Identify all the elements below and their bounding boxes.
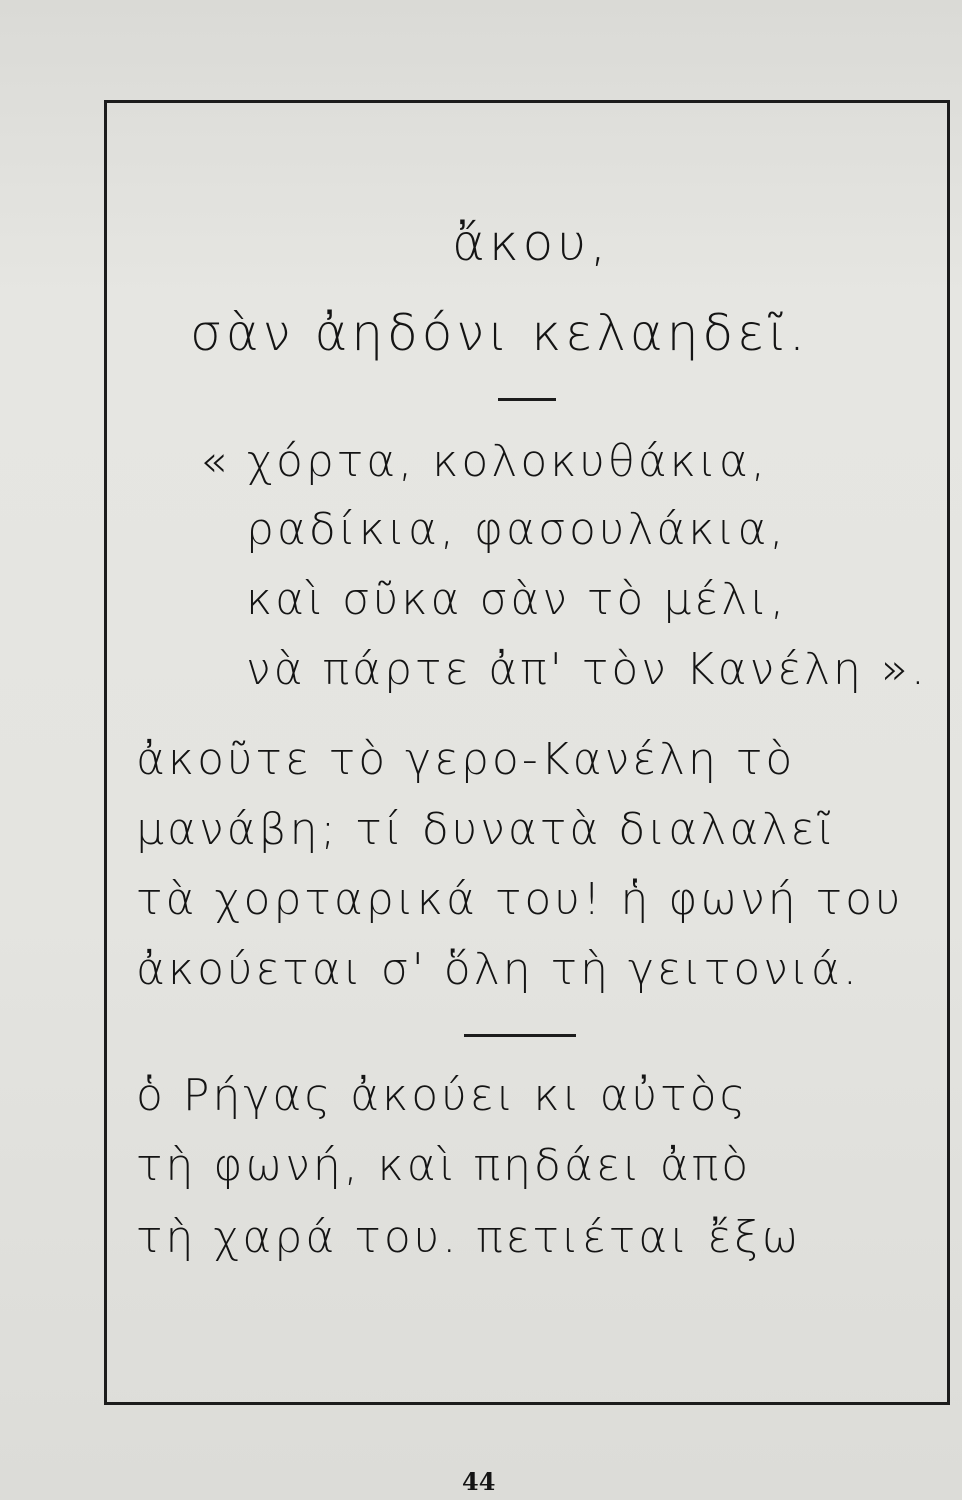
quote-line-2: ραδίκια, φασουλάκια, [246, 504, 787, 555]
paragraph-2-line-1: ὁ Ρήγας ἀκούει κι αὐτὸς [136, 1070, 749, 1121]
page-number: 44 [462, 1467, 496, 1496]
paragraph-1-line-1: ἀκοῦτε τὸ γερο-Κανέλη τὸ [136, 734, 796, 785]
separator-rule-1 [498, 398, 556, 401]
quote-line-4: νὰ πάρτε ἀπ' τὸν Κανέλη ». [246, 644, 928, 695]
separator-rule-2 [464, 1034, 576, 1037]
paragraph-1-line-2: μανάβη; τί δυνατὰ διαλαλεῖ [136, 804, 836, 855]
quote-line-3: καὶ σῦκα σὰν τὸ μέλι, [246, 574, 788, 625]
paragraph-2-line-2: τὴ φωνή, καὶ πηδάει ἀπὸ [136, 1140, 752, 1191]
quote-line-1: « χόρτα, κολοκυθάκια, [200, 436, 768, 487]
paragraph-1-line-3: τὰ χορταρικά του! ἡ φωνή του [136, 874, 904, 925]
paragraph-1-line-4: ἀκούεται σ' ὅλη τὴ γειτονιά. [136, 944, 860, 995]
heading-line-2: σὰν ἀηδόνι κελαηδεῖ. [190, 304, 809, 362]
paragraph-2-line-3: τὴ χαρά του. πετιέται ἔξω [136, 1212, 802, 1263]
heading-line-1: ἄκου, [452, 214, 611, 272]
